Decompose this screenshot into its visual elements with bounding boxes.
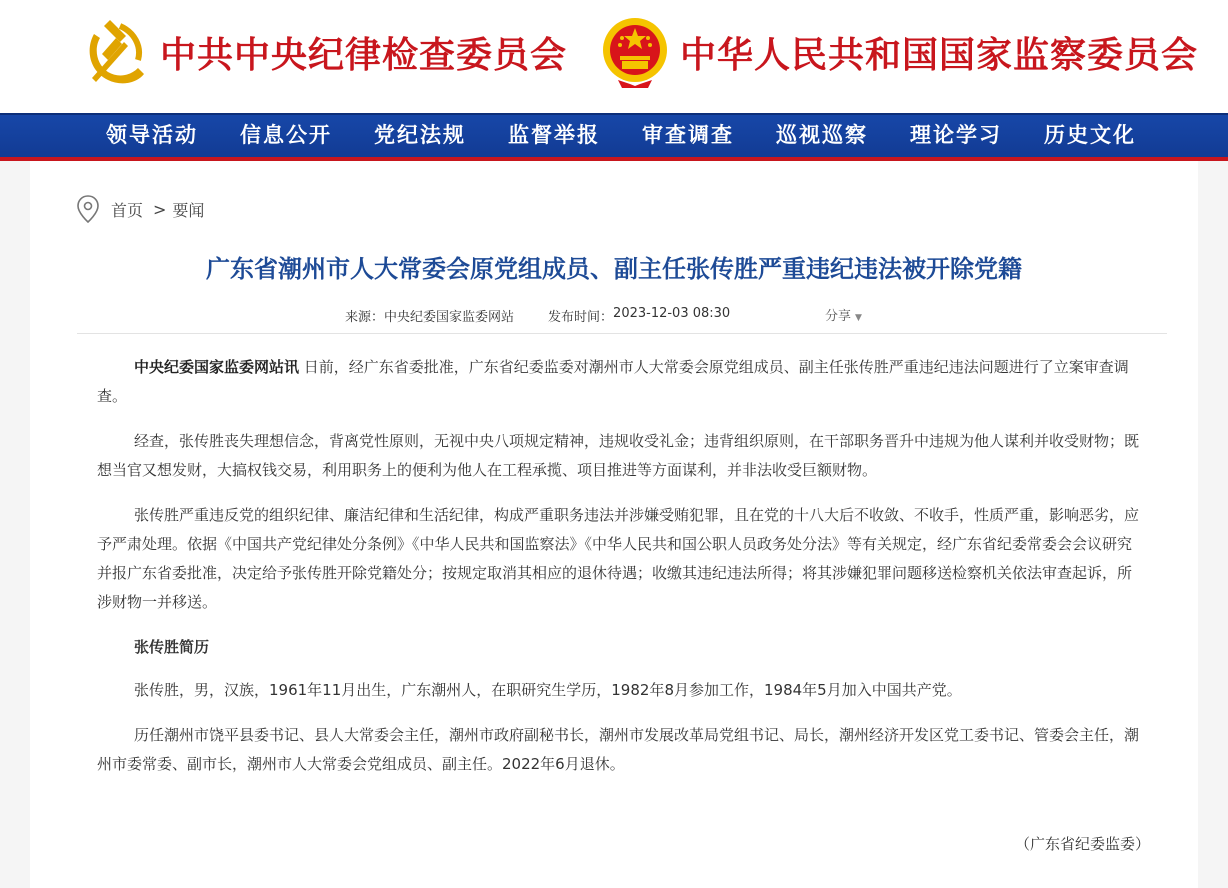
paragraph-1 [97,353,1143,411]
nav-item-inspection[interactable]: 巡视巡察 [776,122,868,147]
breadcrumb-home[interactable]: 首页 [111,200,144,220]
article-panel [30,161,1198,888]
lead-source: 中央纪委国家监委网站讯 [134,358,300,376]
ccdi-logo[interactable] [80,14,567,90]
nav-item-investigation[interactable]: 审查调查 [642,122,734,147]
ccdi-name: 中共中央纪律检查委员会 [160,33,568,76]
article-signoff: （广东省纪委监委） [1015,835,1151,853]
caret-down-icon: ▼ [855,313,862,323]
site-header [0,0,1228,113]
share-label: 分享 [825,309,852,324]
national-emblem-icon [600,14,670,90]
article-body [97,353,1143,795]
share-button[interactable] [825,305,862,324]
paragraph-1-text: 日前，经广东省委批准，广东省纪委监委对潮州市人大常委会原党组成员、副主任张传胜严重违纪违法问题进行了立案审查调查。 [97,358,1129,405]
nav-item-supervision[interactable]: 监督举报 [508,122,600,147]
article-title: 广东省潮州市人大常委会原党组成员、副主任张传胜严重违纪违法被开除党籍 [206,255,1022,283]
time-label: 发布时间： [548,310,614,325]
nsc-logo[interactable] [600,14,1198,90]
paragraph-2: 经查，张传胜丧失理想信念，背离党性原则，无视中央八项规定精神，违规收受礼金；违背组织原则，在干部职务晋升中违规为他人谋利并收受财物；既想当官又想发财，大搞权钱交易，利用职务上的便利为他人在工程承揽、项目推进等方面谋利，并非法收受巨额财物。 [97,432,1140,479]
main-nav [0,113,1228,161]
breadcrumb-current[interactable]: 要闻 [172,200,205,220]
bio-heading: 张传胜简历 [134,638,210,656]
nav-item-theory[interactable]: 理论学习 [910,122,1002,147]
breadcrumb-separator: > [153,199,167,219]
nsc-name: 中华人民共和国国家监察委员会 [680,33,1199,76]
nav-item-history[interactable]: 历史文化 [1044,122,1136,147]
nav-item-regulations[interactable]: 党纪法规 [374,122,466,147]
publish-time: 2023-12-03 08:30 [613,306,731,321]
party-emblem-icon [80,14,150,90]
divider [77,333,1167,334]
location-pin-icon [77,195,99,223]
source-value: 中央纪委国家监委网站 [384,310,515,325]
nav-item-leadership[interactable]: 领导活动 [106,122,198,147]
nav-item-info[interactable]: 信息公开 [240,122,332,147]
breadcrumb [77,195,204,223]
paragraph-4: 张传胜，男，汉族，1961年11月出生，广东潮州人，在职研究生学历，1982年8月参加工作，1984年5月加入中国共产党。 [134,681,962,699]
paragraph-5: 历任潮州市饶平县委书记、县人大常委会主任，潮州市政府副秘书长，潮州市发展改革局党组书记、局长，潮州经济开发区党工委书记、管委会主任，潮州市委常委、副市长，潮州市人大常委会党组成员、副主任。2022年6月退休。 [97,726,1140,773]
article-meta [345,306,730,325]
source-label: 来源： [345,310,385,325]
paragraph-3: 张传胜严重违反党的组织纪律、廉洁纪律和生活纪律，构成严重职务违法并涉嫌受贿犯罪，且在党的十八大后不收敛、不收手，性质严重，影响恶劣，应予严肃处理。依据《中国共产党纪律处分条例》《中华人民共和国监察法》《中华人民共和国公职人员政务处分法》等有关规定，经广东省纪委常委会会议研究并报广东省委批准，决定给予张传胜开除党籍处分；按规定取消其相应的退休待遇；收缴其违纪违法所得；将其涉嫌犯罪问题移送检察机关依法审查起诉，所涉财物一并移送。 [97,506,1140,611]
